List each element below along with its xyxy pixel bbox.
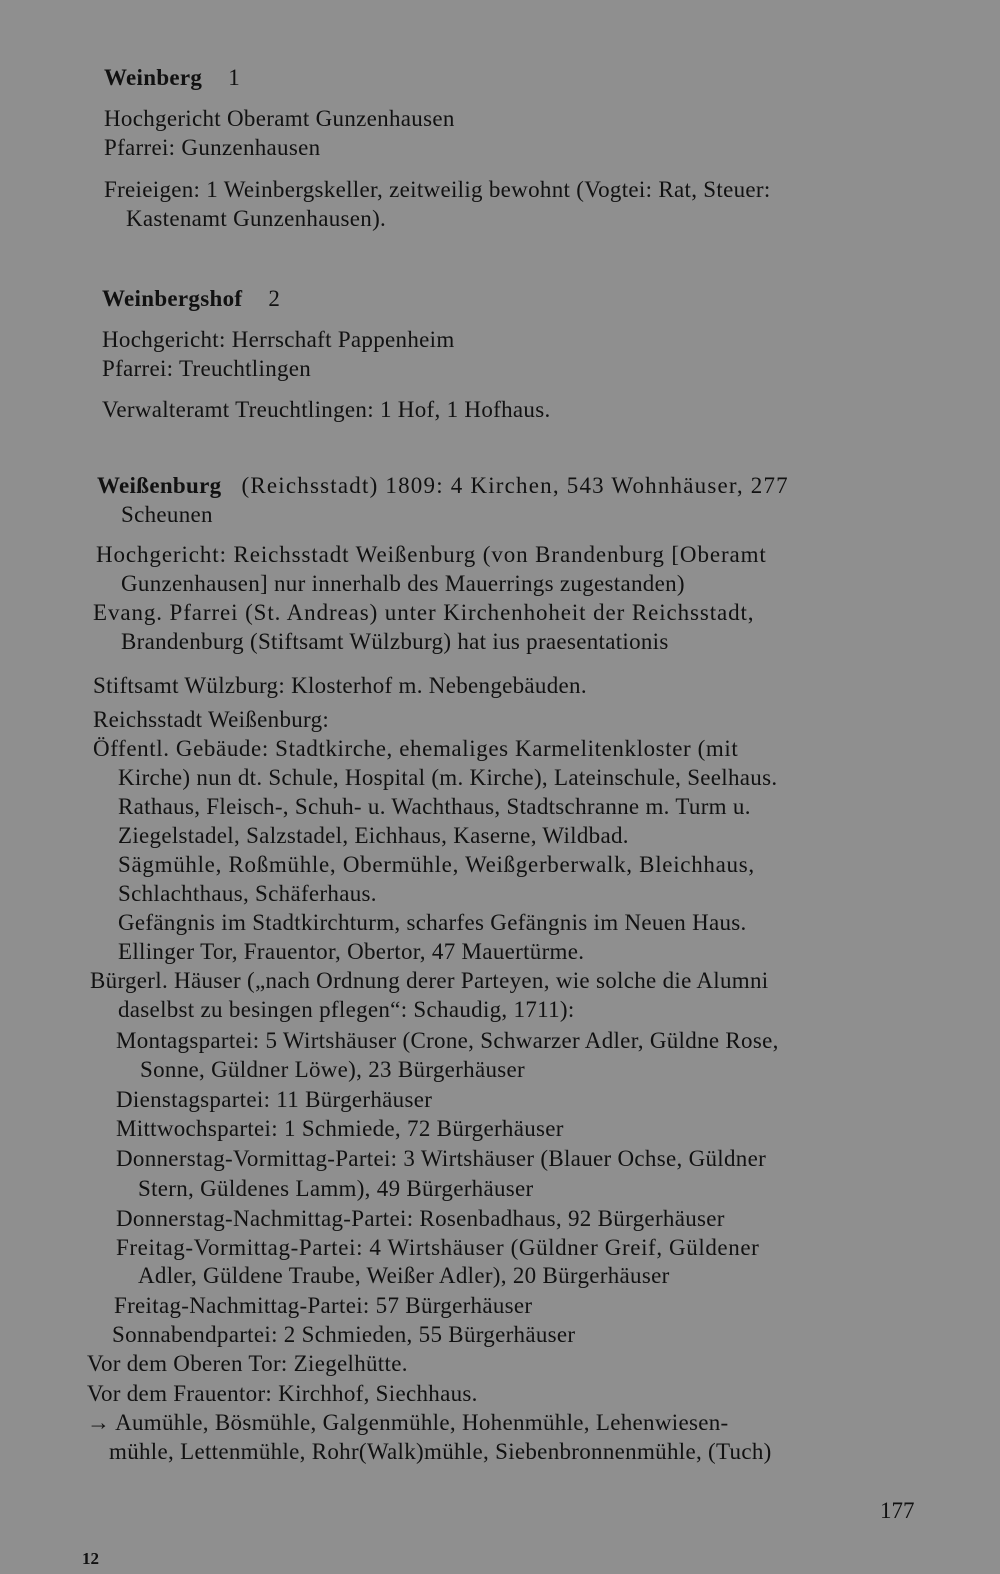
text-line: Ellinger Tor, Frauentor, Obertor, 47 Mauertürme. [118, 939, 585, 964]
hochgericht-line: Hochgericht: Herrschaft Pappenheim [102, 327, 455, 352]
pfarrei-line: Pfarrei: Treuchtlingen [102, 356, 312, 381]
text-line: Brandenburg (Stiftsamt Wülzburg) hat ius praesentationis [121, 629, 669, 654]
text-line: Sonne, Güldner Löwe), 23 Bürgerhäuser [140, 1057, 525, 1082]
text-line: Vor dem Oberen Tor: Ziegelhütte. [87, 1351, 408, 1376]
detail-line: Freieigen: 1 Weinbergskeller, zeitweilig bewohnt (Vogtei: Rat, Steuer: [104, 177, 771, 202]
text-line: Hochgericht: Reichsstadt Weißenburg (von Brandenburg [Oberamt [96, 542, 767, 567]
text-line: mühle, Lettenmühle, Rohr(Walk)mühle, Siebenbronnenmühle, (Tuch) [109, 1439, 772, 1464]
place-name: Weißenburg [97, 473, 222, 498]
text-line: Montagspartei: 5 Wirtshäuser (Crone, Schwarzer Adler, Güldne Rose, [116, 1028, 779, 1053]
text-line: Ziegelstadel, Salzstadel, Eichhaus, Kaserne, Wildbad. [118, 823, 629, 848]
text-line: Dienstagspartei: 11 Bürgerhäuser [116, 1087, 433, 1112]
text-line: Schlachthaus, Schäferhaus. [118, 881, 377, 906]
text-line: Sonnabendpartei: 2 Schmieden, 55 Bürgerhäuser [112, 1322, 576, 1347]
entry-heading [97, 472, 789, 500]
place-name: Weinberg [104, 65, 203, 90]
text-line: Sägmühle, Roßmühle, Obermühle, Weißgerberwalk, Bleichhaus, [118, 852, 755, 877]
text-line: Donnerstag-Vormittag-Partei: 3 Wirtshäuser (Blauer Ochse, Güldner [116, 1146, 767, 1171]
pfarrei-line: Pfarrei: Gunzenhausen [104, 135, 321, 160]
hochgericht-line: Hochgericht Oberamt Gunzenhausen [104, 106, 455, 131]
text-line: Gefängnis im Stadtkirchturm, scharfes Gefängnis im Neuen Haus. [118, 910, 747, 935]
detail-line: Verwalteramt Treuchtlingen: 1 Hof, 1 Hofhaus. [102, 397, 551, 422]
text-line: Adler, Güldene Traube, Weißer Adler), 20 Bürgerhäuser [138, 1263, 670, 1288]
place-number: 2 [268, 286, 281, 311]
text-line: Bürgerl. Häuser („nach Ordnung derer Parteyen, wie solche die Alumni [90, 968, 769, 993]
text-line: Freitag-Nachmittag-Partei: 57 Bürgerhäuser [114, 1293, 533, 1318]
place-number: 1 [228, 65, 241, 90]
text-line: Rathaus, Fleisch-, Schuh- u. Wachthaus, Stadtschranne m. Turm u. [118, 794, 751, 819]
text-line: Stern, Güldenes Lamm), 49 Bürgerhäuser [138, 1176, 534, 1201]
entry-heading [104, 64, 240, 92]
signature-mark: 12 [82, 1549, 99, 1568]
text-line: Gunzenhausen] nur innerhalb des Mauerrings zugestanden) [121, 571, 685, 596]
place-summary-continued: Scheunen [121, 502, 213, 527]
text-line: Donnerstag-Nachmittag-Partei: Rosenbadhaus, 92 Bürgerhäuser [116, 1206, 725, 1231]
text-line: Stiftsamt Wülzburg: Klosterhof m. Nebengebäuden. [93, 673, 587, 698]
text-line: Reichsstadt Weißenburg: [93, 707, 330, 732]
detail-line: Kastenamt Gunzenhausen). [126, 206, 387, 231]
place-summary: (Reichsstadt) 1809: 4 Kirchen, 543 Wohnhäuser, 277 [241, 473, 789, 498]
page-number: 177 [880, 1498, 915, 1523]
text-line: → Aumühle, Bösmühle, Galgenmühle, Hohenmühle, Lehenwiesen- [87, 1410, 729, 1435]
text-line: Evang. Pfarrei (St. Andreas) unter Kirchenhoheit der Reichsstadt, [93, 600, 755, 625]
text-line: Freitag-Vormittag-Partei: 4 Wirtshäuser (Güldner Greif, Güldener [116, 1235, 760, 1260]
text-line: Vor dem Frauentor: Kirchhof, Siechhaus. [87, 1381, 478, 1406]
text-line: Mittwochspartei: 1 Schmiede, 72 Bürgerhäuser [116, 1116, 564, 1141]
text-line: daselbst zu besingen pflegen“: Schaudig, 1711): [118, 997, 575, 1022]
place-name: Weinbergshof [102, 286, 243, 311]
text-line: Öffentl. Gebäude: Stadtkirche, ehemaliges Karmelitenkloster (mit [93, 736, 739, 761]
entry-heading [102, 285, 280, 313]
text-line: Kirche) nun dt. Schule, Hospital (m. Kirche), Lateinschule, Seelhaus. [118, 765, 778, 790]
